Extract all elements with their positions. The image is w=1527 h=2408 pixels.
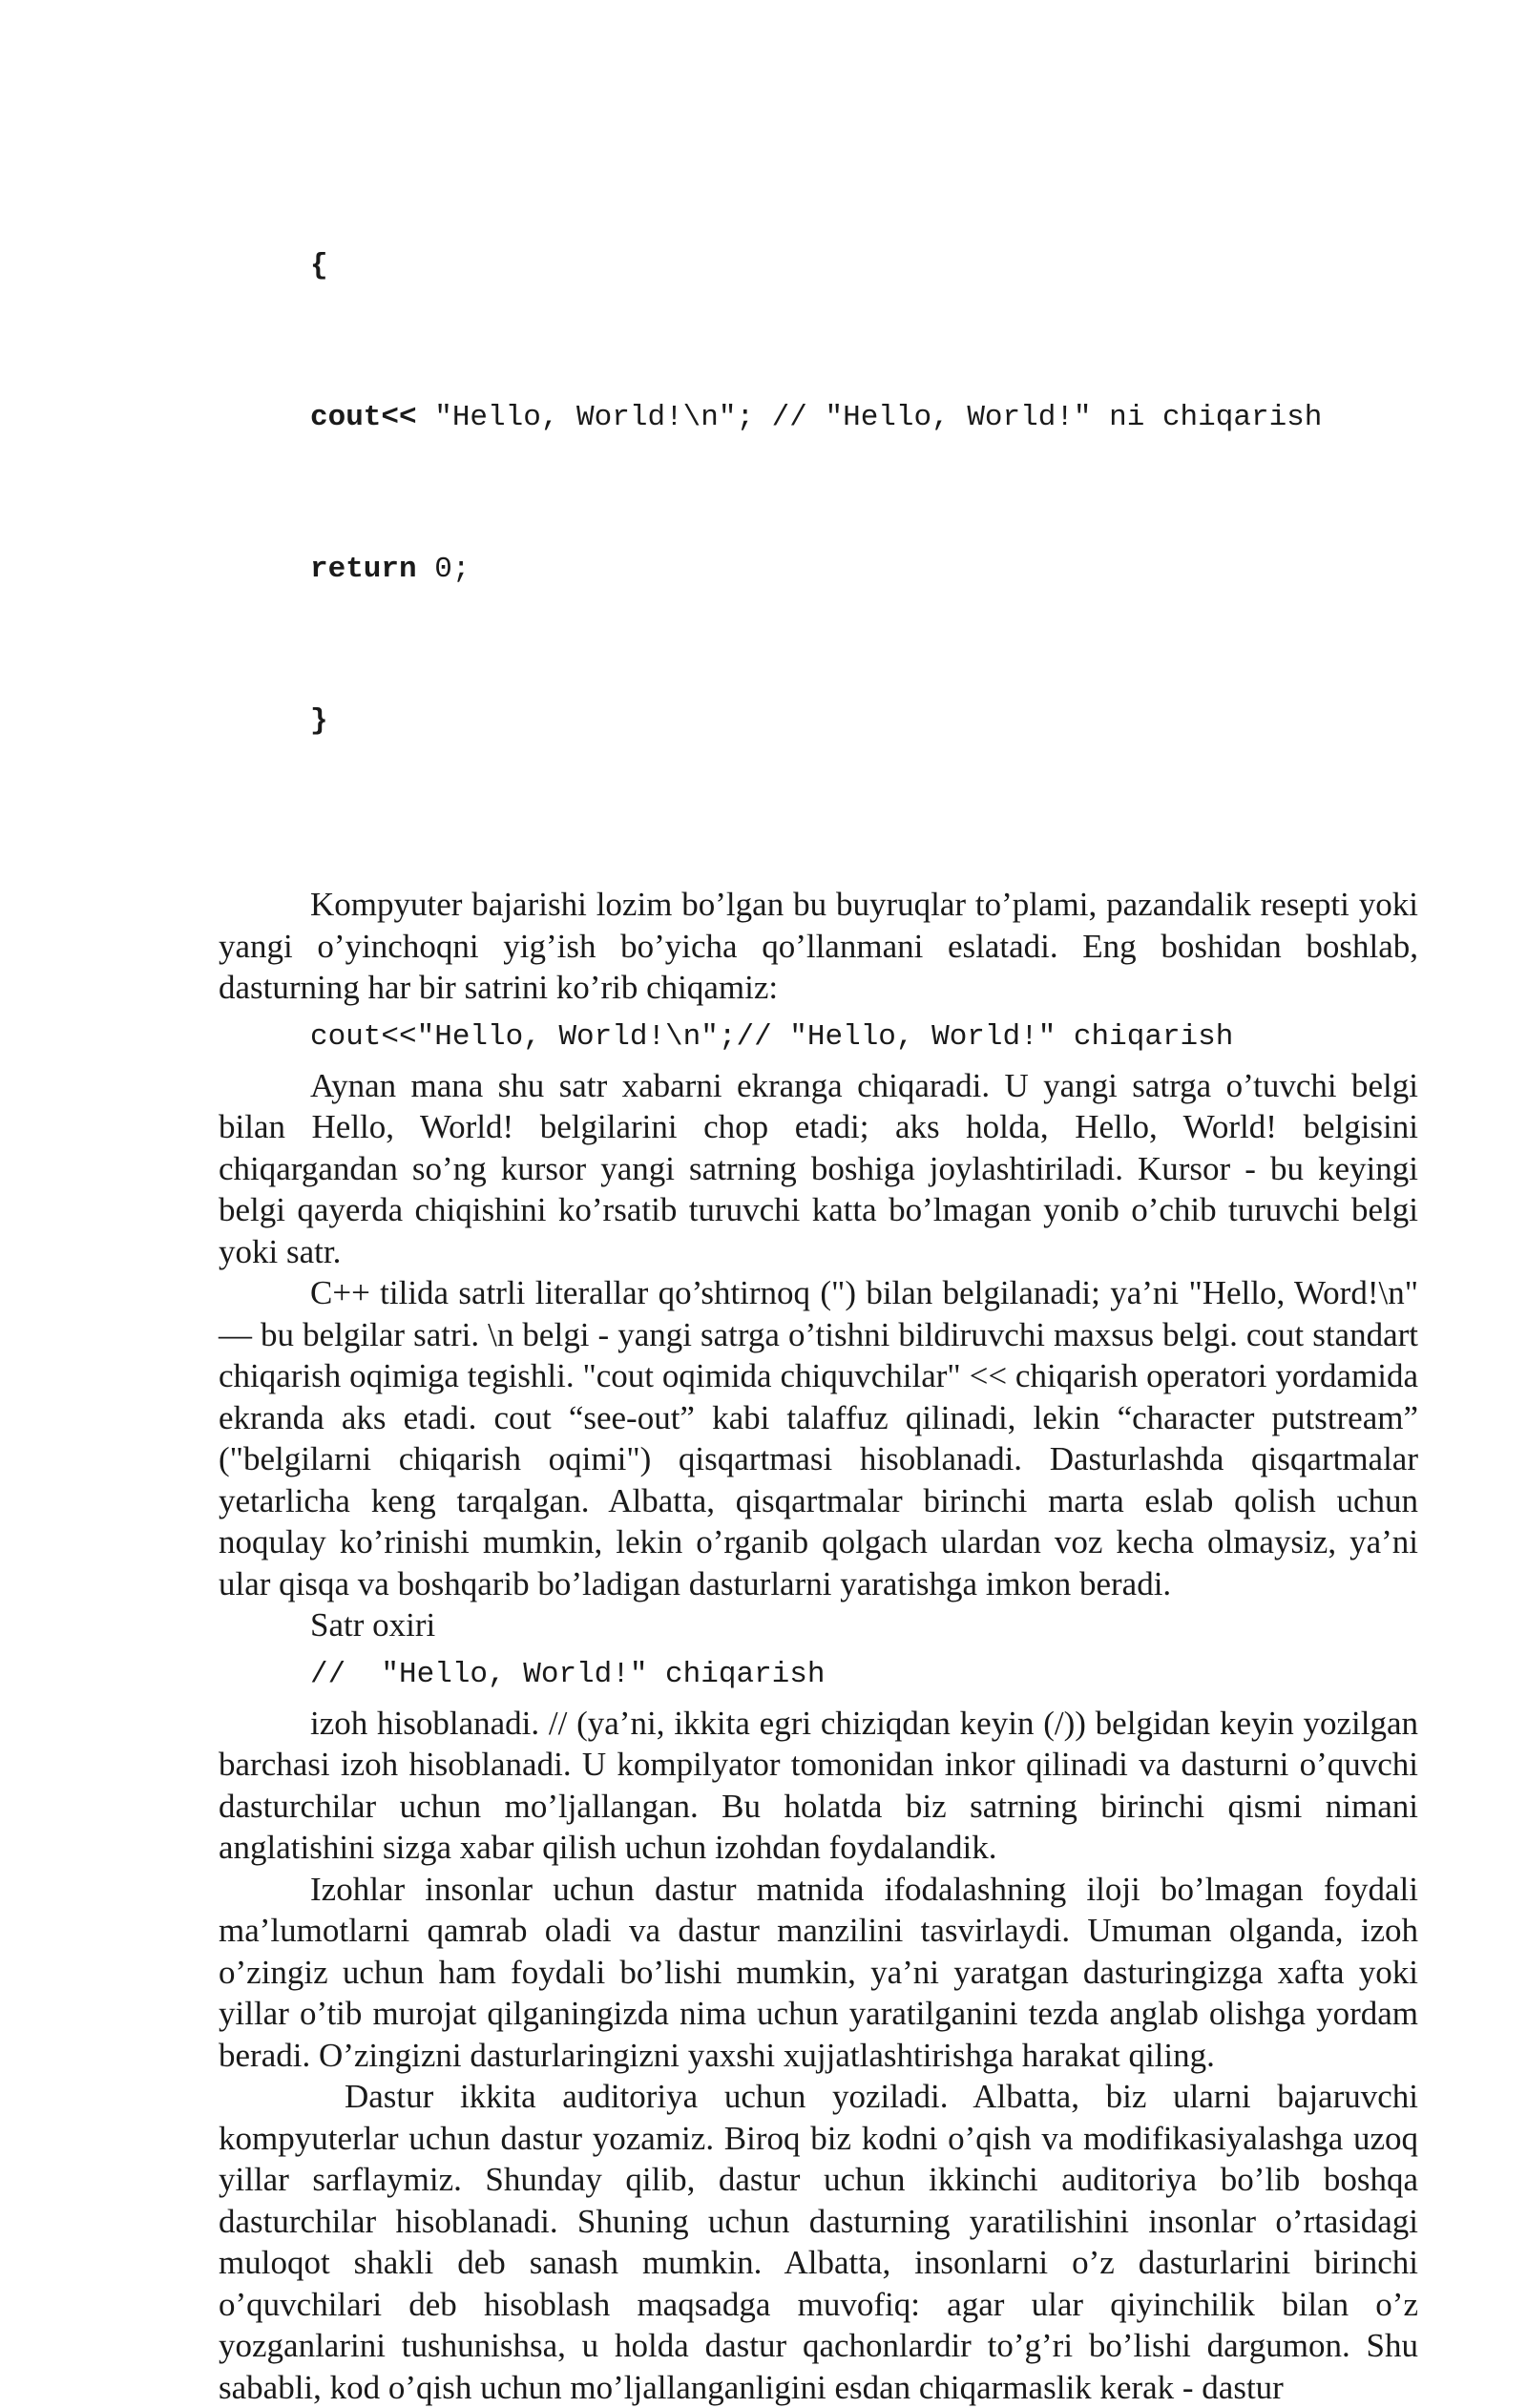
code-block <box>310 139 1418 848</box>
paragraph-cursor: Aynan mana shu satr xabarni ekranga chiqaradi. U yangi satrga o’tuvchi belgi bilan Hello, World! belgilarini chop etadi; aks holda, Hello, World! belgisini chiqargandan so’ng kursor yangi satrning boshiga joylashtiriladi. Kursor - bu keyingi belgi qayerda chiqishini ko’rsatib turuvchi katta bo’lmagan yonib o’chib turuvchi belgi yoki satr. <box>219 1066 1418 1270</box>
paragraph-string-literals: C++ tilida satrli literallar qo’shtirnoq (") bilan belgilanadi; ya’ni "Hello, Word!\n" — bu belgilar satri. \n belgi - yangi satrga o’tishni bildiruvchi maxsus belgi. cout standart chiqarish oqimiga tegishli. "cout oqimida chiquvchilar" << chiqarish operatori yordamida ekranda aks etadi. cout “see-out” kabi talaffuz qilinadi, lekin “character putstream” ("belgilarni chiqarish oqimi") qisqartmasi hisoblanadi. Dasturlashda qisqartmalar yetarlicha keng tarqalgan. Albatta, qisqartmalar birinchi marta eslab qolish uchun noqulay ko’rinishi mumkin, lekin o’rganib qolgach ulardan voz kecha olmaysiz, ya’ni ular qisqa va boshqarib bo’ladigan dasturlarni yaratishga imkon beradi. <box>219 1274 1418 1602</box>
code-return-rest: 0; <box>416 553 471 586</box>
code-close-brace: } <box>310 704 328 738</box>
document-page <box>219 134 1418 2408</box>
code-cout-line <box>310 392 1418 443</box>
paragraph-line-end: Satr oxiri <box>310 1606 436 1644</box>
paragraph-two-audiences: Dastur ikkita auditoriya uchun yoziladi. Albatta, biz ularni bajaruvchi kompyuterlar uchun dastur yozamiz. Biroq biz kodni o’qish va modifikasiyalashga uzoq yillar sarflaymiz. Shunday qilib, dastur uchun ikkinchi auditoriya bo’lib boshqa dasturchilar hisoblanadi. Shuning uchun dasturning yaratilishini insonlar o’rtasidagi muloqot shakli deb sanash mumkin. Albatta, insonlarni o’z dasturlarini birinchi o’quvchilari deb hisoblash maqsadga muvofiq: agar ular qiyinchilik bilan o’z yozganlarini tushunishsa, u holda dastur qachonlardir to’g’ri bo’lishi dargumon. Shu sababli, kod o’qish uchun mo’ljallanganligini esdan chiqarmaslik kerak - dastur <box>219 2078 1418 2406</box>
code-example-cout: cout<<"Hello, World!\n";// "Hello, World!" chiqarish <box>310 1019 1234 1054</box>
paragraph-intro: Kompyuter bajarishi lozim bo’lgan bu buyruqlar to’plami, pazandalik resepti yoki yangi o’yinchoqni yig’ish bo’yicha qo’llanmani eslatadi. Eng boshidan boshlab, dasturning har bir satrini ko’rib chiqamiz: <box>219 886 1418 1006</box>
code-return-line <box>310 544 1418 595</box>
paragraph-comment-explained: izoh hisoblanadi. // (ya’ni, ikkita egri chiziqdan keyin (/)) belgidan keyin yozilgan barchasi izoh hisoblanadi. U kompilyator tomonidan inkor qilinadi va dasturni o’quvchi dasturchilar uchun mo’ljallangan. Bu holatda biz satrning birinchi qismi nimani anglatishini sizga xabar qilish uchun izohdan foydalandik. <box>219 1704 1418 1866</box>
code-cout-rest: "Hello, World!\n"; // "Hello, World!" ni chiqarish <box>416 401 1323 434</box>
paragraph-comments-purpose: Izohlar insonlar uchun dastur matnida ifodalashning iloji bo’lmagan foydali ma’lumotlarni qamrab oladi va dastur manzilini tasvirlaydi. Umuman olganda, izoh o’zingiz uchun ham foydali bo’lishi mumkin, ya’ni yaratgan dasturingizga xafta yoki yillar o’tib murojat qilganingizda nima uchun yaratilganini tezda anglab olishga yordam beradi. O’zingizni dasturlaringizni yaxshi xujjatlashtirishga harakat qiling. <box>219 1870 1418 2074</box>
code-example-comment: // "Hello, World!" chiqarish <box>310 1657 826 1691</box>
code-cout-keyword: cout<< <box>310 401 417 434</box>
code-return-keyword: return <box>310 553 417 586</box>
code-open-brace: { <box>310 249 328 283</box>
